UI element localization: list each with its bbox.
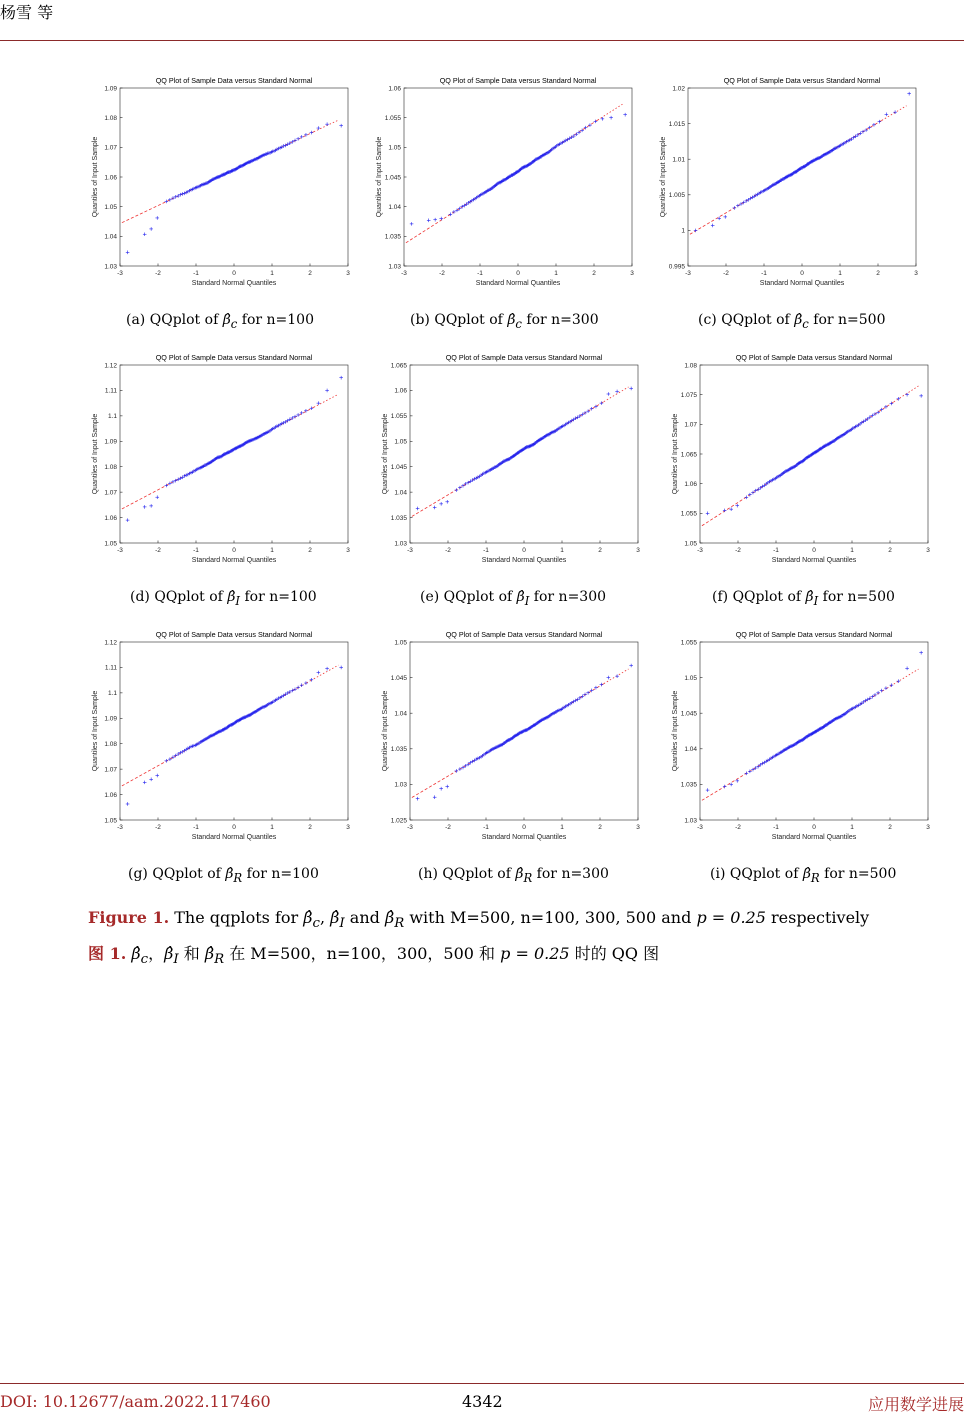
subcaption-text: QQplot of [732,589,806,605]
subcaption-i [710,866,896,885]
subcaption-e [420,589,606,608]
y-tick-label: 1.04 [394,489,407,497]
subcaption-text: QQplot of [434,312,508,328]
subcaption-letter: (i) [710,866,730,882]
figure-caption-zh [88,941,659,967]
y-tick-label: 1.06 [104,174,117,182]
plot-title: QQ Plot of Sample Data versus Standard Normal [155,76,313,85]
x-tick-label: 1 [270,824,274,831]
qq-panel-a [84,68,364,298]
y-tick-label: 1.055 [390,413,407,421]
y-tick-label: 1.03 [394,781,407,789]
x-tick-label: 2 [308,270,312,277]
y-tick-label: 1.08 [104,741,117,749]
subcaption-a [126,312,314,331]
subcaption-n: for n=300 [532,866,609,882]
header-rule [0,40,964,41]
qq-panel-g [84,622,364,852]
subcaption-n: for n=100 [240,589,317,605]
qq-panel-b [368,68,648,298]
y-tick-label: 1.05 [684,540,697,548]
x-tick-label: 1 [838,270,842,277]
y-tick-label: 1.03 [104,263,117,271]
x-tick-label: 0 [812,824,816,831]
x-tick-label: -3 [685,270,691,277]
qq-panel-d [84,345,364,575]
qq-panel-f [664,345,944,575]
x-tick-label: -2 [439,270,445,277]
header-authors: 杨雪 等 [0,3,54,22]
caption-en-p: p = 0.25 [696,908,766,927]
y-tick-label: 1.045 [390,674,407,682]
x-tick-label: -1 [193,824,199,831]
x-tick-label: 1 [850,824,854,831]
x-tick-label: 2 [876,270,880,277]
subcaption-n: for n=500 [808,312,886,328]
x-axis-label: Standard Normal Quantiles [771,557,857,564]
x-tick-label: 3 [926,547,930,554]
plot-title: QQ Plot of Sample Data versus Standard Normal [445,353,603,362]
x-tick-label: -2 [155,270,161,277]
y-tick-label: 1.08 [104,114,117,122]
x-tick-label: -1 [483,547,489,554]
subcaption-symbol: $\betâ_c$ [794,312,809,331]
y-tick-label: 1.035 [680,781,697,789]
y-tick-label: 1.055 [384,114,401,122]
footer-doi: DOI: 10.12677/aam.2022.117460 [0,1392,271,1411]
y-tick-label: 1.08 [684,362,697,370]
subcaption-letter: (c) [698,312,722,328]
subcaption-letter: (a) [126,312,150,328]
subcaption-h [418,866,609,885]
plot-frame [404,88,632,266]
beta-r-symbol: $\betâ_R$ [384,908,405,932]
plot-frame [120,642,348,820]
x-tick-label: -2 [445,824,451,831]
subcaption-n: for n=500 [818,589,895,605]
beta-i-symbol-zh: $\betâ_I$ [164,944,179,968]
y-tick-label: 1.045 [390,464,407,472]
y-tick-label: 1.04 [684,746,697,754]
x-tick-label: 0 [812,547,816,554]
caption-en-and: and [349,908,380,927]
x-tick-label: -3 [697,824,703,831]
x-tick-label: -2 [155,824,161,831]
y-tick-label: 1.055 [680,639,697,647]
x-tick-label: 3 [346,824,350,831]
x-tick-label: -1 [477,270,483,277]
subcaption-letter: (e) [420,589,444,605]
y-tick-label: 1.01 [672,156,685,164]
subcaption-text: QQplot of [442,866,516,882]
subcaption-n: for n=100 [242,866,319,882]
x-tick-label: 2 [888,547,892,554]
y-tick-label: 1.02 [672,85,685,93]
y-axis-label: Quantiles of Input Sample [92,690,99,772]
subcaption-symbol: $\betâ_I$ [805,589,819,608]
y-tick-label: 1.04 [104,233,117,241]
x-tick-label: -1 [761,270,767,277]
subcaption-n: for n=500 [819,866,897,882]
y-tick-label: 1.035 [390,746,407,754]
y-tick-label: 1.06 [394,387,407,395]
caption-zh-zai: 在 M=500，n=100，300，500 和 [229,944,496,963]
x-tick-label: -3 [697,547,703,554]
y-tick-label: 1.055 [680,510,697,518]
y-tick-label: 1.075 [680,391,697,399]
x-tick-label: -3 [117,270,123,277]
subcaption-d [130,589,317,608]
subcaption-text: QQplot of [729,866,803,882]
subcaption-letter: (h) [418,866,443,882]
subcaption-n: for n=100 [237,312,314,328]
subcaption-text: QQplot of [721,312,795,328]
subcaption-text: QQplot of [149,312,223,328]
qq-plot-svg [374,622,654,852]
y-tick-label: 1.05 [388,144,401,152]
x-tick-label: 2 [598,824,602,831]
plot-title: QQ Plot of Sample Data versus Standard Normal [723,76,881,85]
y-tick-label: 1.05 [394,639,407,647]
x-axis-label: Standard Normal Quantiles [191,557,277,564]
x-tick-label: 3 [346,547,350,554]
x-tick-label: -3 [407,824,413,831]
caption-en-sep: , [319,908,326,927]
plot-title: QQ Plot of Sample Data versus Standard Normal [439,76,597,85]
figure-caption-en [88,908,869,931]
qq-plot-svg [84,68,364,298]
subcaption-letter: (d) [130,589,155,605]
caption-zh-p: p = 0.25 [500,944,570,963]
beta-c-symbol-zh: $\betâ_c$ [131,944,149,968]
x-tick-label: 2 [598,547,602,554]
y-tick-label: 1 [681,227,685,235]
x-tick-label: -1 [483,824,489,831]
plot-title: QQ Plot of Sample Data versus Standard Normal [735,353,893,362]
x-tick-label: 3 [926,824,930,831]
y-tick-label: 1.11 [104,664,117,672]
x-axis-label: Standard Normal Quantiles [191,834,277,841]
y-tick-label: 1.07 [104,144,117,152]
y-axis-label: Quantiles of Input Sample [92,136,99,218]
plot-frame [688,88,916,266]
y-tick-label: 1.05 [104,203,117,211]
qq-panel-i [664,622,944,852]
subcaption-letter: (f) [712,589,733,605]
x-tick-label: -2 [723,270,729,277]
y-tick-label: 1.04 [388,203,401,211]
plot-frame [410,365,638,543]
subcaption-symbol: $\betâ_I$ [227,589,241,608]
subcaption-symbol: $\betâ_c$ [222,312,238,331]
x-tick-label: 3 [636,547,640,554]
y-tick-label: 1.035 [390,514,407,522]
qq-plot-svg [664,622,944,852]
y-tick-label: 1.065 [680,451,697,459]
figure-label-zh: 图 1. [88,944,127,963]
subcaption-letter: (g) [128,866,153,882]
x-tick-label: 1 [850,547,854,554]
subcaption-c [698,312,885,331]
footer-journal: 应用数学进展 [867,1395,964,1414]
y-axis-label: Quantiles of Input Sample [92,413,99,495]
x-tick-label: -3 [117,824,123,831]
qq-plot-svg [84,622,364,852]
y-tick-label: 1.05 [684,674,697,682]
y-tick-label: 1.11 [104,387,117,395]
subcaption-b [410,312,599,331]
subcaption-text: QQplot of [443,589,517,605]
y-axis-label: Quantiles of Input Sample [660,136,667,218]
beta-c-symbol: $\betâ_c$ [303,908,320,932]
x-tick-label: 2 [888,824,892,831]
x-axis-label: Standard Normal Quantiles [475,280,561,287]
y-tick-label: 1.05 [104,817,117,825]
subcaption-text: QQplot of [152,866,226,882]
qq-panel-e [374,345,654,575]
x-tick-label: -3 [407,547,413,554]
y-tick-label: 1.04 [394,710,407,718]
x-tick-label: 0 [516,270,520,277]
x-axis-label: Standard Normal Quantiles [481,557,567,564]
y-axis-label: Quantiles of Input Sample [382,690,389,772]
x-tick-label: 3 [630,270,634,277]
subcaption-n: for n=300 [521,312,599,328]
y-tick-label: 1.1 [107,690,117,698]
qq-plot-svg [84,345,364,575]
beta-i-symbol: $\betâ_I$ [330,908,345,932]
y-tick-label: 1.065 [390,362,407,370]
y-tick-label: 1.12 [104,362,117,370]
y-axis-label: Quantiles of Input Sample [382,413,389,495]
subcaption-symbol: $\betâ_R$ [802,866,820,885]
caption-zh-sep1: ， [148,944,165,963]
y-tick-label: 1.09 [104,85,117,93]
figure-label-en: Figure 1. [88,908,170,927]
y-tick-label: 1.035 [384,233,401,241]
footer-rule [0,1383,964,1384]
y-tick-label: 1.03 [684,817,697,825]
qq-panel-h [374,622,654,852]
x-tick-label: -2 [735,547,741,554]
x-tick-label: 1 [554,270,558,277]
qq-panel-c [652,68,932,298]
subcaption-n: for n=300 [529,589,607,605]
plot-title: QQ Plot of Sample Data versus Standard Normal [445,630,603,639]
qq-plot-svg [664,345,944,575]
y-tick-label: 1.03 [394,540,407,548]
y-tick-label: 1.05 [104,540,117,548]
x-tick-label: 1 [560,547,564,554]
x-tick-label: 3 [914,270,918,277]
y-tick-label: 1.025 [390,817,407,825]
x-tick-label: 0 [800,270,804,277]
x-tick-label: -2 [735,824,741,831]
qq-plot-svg [374,345,654,575]
x-tick-label: 0 [232,824,236,831]
x-tick-label: 1 [270,270,274,277]
y-tick-label: 1.015 [668,120,685,128]
x-tick-label: -2 [445,547,451,554]
y-tick-label: 1.03 [388,263,401,271]
caption-en-pre: The qqplots for [174,908,299,927]
x-tick-label: 3 [636,824,640,831]
plot-frame [120,88,348,266]
y-tick-label: 1.06 [104,514,117,522]
y-tick-label: 1.12 [104,639,117,647]
y-tick-label: 1.06 [684,480,697,488]
y-tick-label: 1.07 [104,489,117,497]
y-tick-label: 1.06 [104,791,117,799]
y-tick-label: 1.045 [384,174,401,182]
plot-frame [120,365,348,543]
caption-en-post: with M=500, n=100, 300, 500 and [409,908,692,927]
subcaption-symbol: $\betâ_c$ [507,312,522,331]
subcaption-letter: (b) [410,312,435,328]
x-tick-label: 1 [560,824,564,831]
x-tick-label: 2 [308,547,312,554]
footer-page-number: 4342 [462,1392,503,1411]
y-tick-label: 1.08 [104,464,117,472]
y-axis-label: Quantiles of Input Sample [672,413,679,495]
x-tick-label: -3 [401,270,407,277]
x-tick-label: -1 [193,547,199,554]
x-tick-label: 0 [232,270,236,277]
y-tick-label: 1.05 [394,438,407,446]
plot-title: QQ Plot of Sample Data versus Standard Normal [155,353,313,362]
y-tick-label: 1.09 [104,715,117,723]
subcaption-text: QQplot of [154,589,228,605]
y-tick-label: 1.09 [104,438,117,446]
subcaption-g [128,866,319,885]
caption-en-tail: respectively [770,908,870,927]
plot-title: QQ Plot of Sample Data versus Standard Normal [735,630,893,639]
x-tick-label: -1 [193,270,199,277]
x-tick-label: -3 [117,547,123,554]
y-tick-label: 1.1 [107,413,117,421]
caption-zh-tail: 时的 QQ 图 [574,944,660,963]
x-axis-label: Standard Normal Quantiles [759,280,845,287]
x-tick-label: -2 [155,547,161,554]
caption-zh-he: 和 [183,944,200,963]
plot-frame [700,642,928,820]
x-tick-label: -1 [773,824,779,831]
qq-plot-svg [368,68,648,298]
y-tick-label: 1.005 [668,192,685,200]
y-tick-label: 1.045 [680,710,697,718]
x-axis-label: Standard Normal Quantiles [481,834,567,841]
x-tick-label: 1 [270,547,274,554]
x-tick-label: 0 [522,824,526,831]
x-tick-label: 3 [346,270,350,277]
x-tick-label: 0 [522,547,526,554]
subcaption-symbol: $\betâ_R$ [225,866,243,885]
x-axis-label: Standard Normal Quantiles [191,280,277,287]
y-tick-label: 0.995 [668,263,685,271]
y-tick-label: 1.06 [388,85,401,93]
x-tick-label: -1 [773,547,779,554]
x-tick-label: 0 [232,547,236,554]
subcaption-symbol: $\betâ_I$ [516,589,530,608]
y-axis-label: Quantiles of Input Sample [376,136,383,218]
subcaption-symbol: $\betâ_R$ [515,866,533,885]
plot-title: QQ Plot of Sample Data versus Standard Normal [155,630,313,639]
qq-plot-svg [652,68,932,298]
x-tick-label: 2 [308,824,312,831]
x-axis-label: Standard Normal Quantiles [771,834,857,841]
x-tick-label: 2 [592,270,596,277]
y-tick-label: 1.07 [684,421,697,429]
subcaption-f [712,589,895,608]
y-axis-label: Quantiles of Input Sample [672,690,679,772]
beta-r-symbol-zh: $\betâ_R$ [204,944,225,968]
y-tick-label: 1.07 [104,766,117,774]
